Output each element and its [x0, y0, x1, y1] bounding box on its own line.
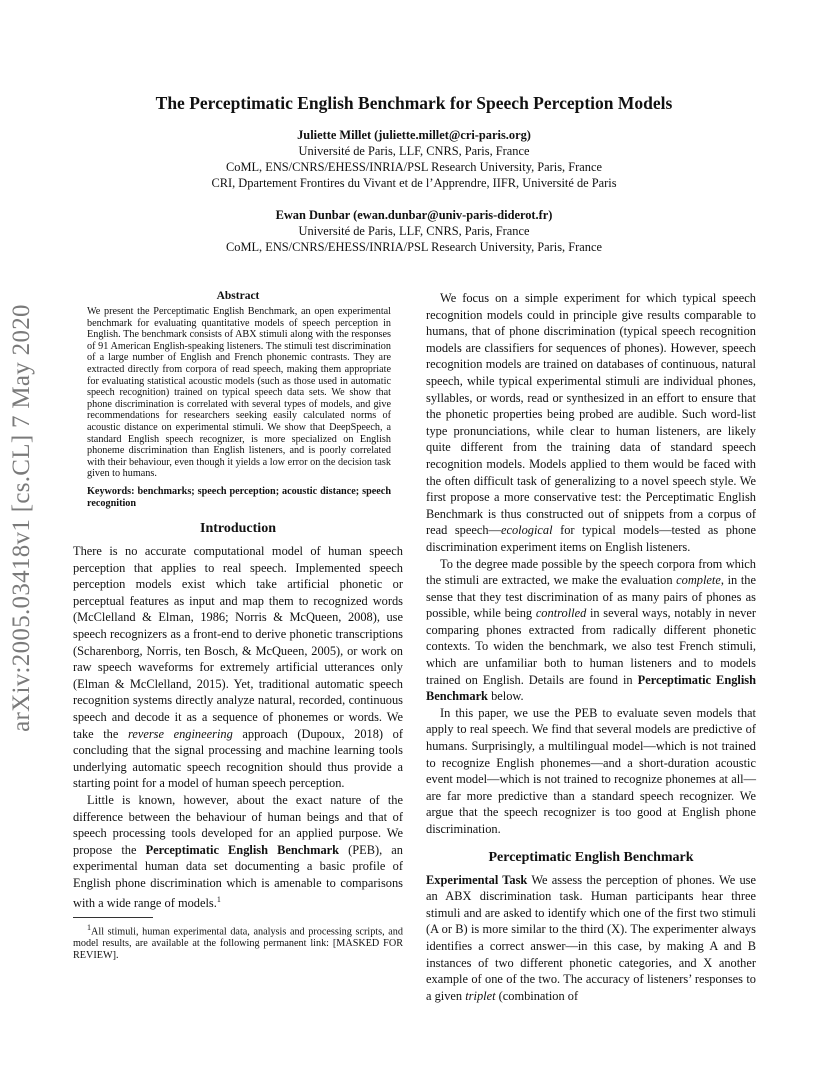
author-affiliation: Université de Paris, LLF, CNRS, Paris, France — [298, 144, 530, 158]
right-paragraph-2 — [426, 556, 756, 705]
right-p2-text-mid: , in the sense that they test discrimination of as many pairs of phones as possible, while being — [426, 573, 756, 621]
author-block-1 — [0, 127, 828, 191]
intro-p2-text: Little is known, however, about the exact nature of the difference between the behaviour of human beings and that of speech processing tools developed for an applied purpose. We propose the — [73, 793, 403, 857]
arxiv-identifier[interactable]: arXiv:2005.03418v1 [cs.CL] 7 May 2020 — [8, 304, 35, 732]
abstract-text: We present the Perceptimatic English Benchmark, an open experimental benchmark for evaluating quantitative models of speech perception in English. The benchmark consists of ABX stimuli along with the responses of 91 American English-speaking listeners. The stimuli test discrimination of a large number of English and French phonemic contrasts. They are extracted directly from corpora of read speech, making them appropriate for evaluating statistical acoustic models (such as those used in automatic speech recognition) trained on typical speech data sets. We show that phone discrimination is correlated with several types of models, and give recommendations for researchers seeking easily calculated norms of acoustic distance on experimental stimuli. We show that DeepSpeech, a standard English speech recognizer, is more specialized on English phoneme discrimination than English listeners, and is poorly correlated with their behaviour, even though it yields a low error on the decision task given to humans. — [87, 306, 391, 480]
abstract-heading: Abstract — [216, 290, 260, 302]
right-p2-text-end: below. — [487, 689, 524, 704]
paper-title: The Perceptimatic English Benchmark for Speech Perception Models — [155, 93, 673, 113]
left-column — [73, 290, 403, 961]
right-p2-emphasis-1: complete — [676, 573, 721, 588]
footnote-text: All stimuli, human experimental data, analysis and processing scripts, and model results, are available at the following permanent link: [MASKED FOR REVIEW]. — [73, 926, 403, 961]
arxiv-identifier-sidebar — [2, 288, 42, 748]
author-name: Ewan Dunbar (ewan.dunbar@univ-paris-diderot.fr) — [275, 208, 553, 222]
footnote-divider — [73, 917, 153, 918]
right-p2-text: To the degree made possible by the speech corpora from which the stimuli are extracted, we make the evaluation — [426, 556, 756, 588]
right-p1-emphasis: ecological — [500, 523, 553, 538]
right-p2-text-mid2: in several ways, notably in never comparing phones extracted from radically different phonetic contexts. To widen the benchmark, we also test French stimuli, which are unfamiliar both to human listeners and to models trained on English. Details are found in — [426, 606, 756, 687]
right-p4-text-end: (combination of — [495, 988, 579, 1003]
footnote — [73, 922, 403, 961]
section-heading-introduction: Introduction — [200, 521, 276, 537]
intro-p2-bold: Perceptimatic English Benchmark — [145, 842, 340, 857]
right-column — [426, 290, 756, 1004]
footnote-mark: 1 — [87, 923, 91, 933]
author-block-2 — [0, 207, 828, 255]
right-p4-emphasis: triplet — [465, 988, 496, 1003]
intro-p1-text: There is no accurate computational model of human speech perception that applies to real speech. Implemented speech perception models exist which take artificial phonetic or perceptual features as input and map them to recognized words (McClelland & Elman, 1986; Norris & McQueen, 2008), use speech recognizers as a front-end to derive phonetic transcriptions (Scharenborg, Norris, ten Bosch, & McQueen, 2005), or work on raw speech waveforms for extremely artificial utterances only (Elman & McClelland, 2015). Yet, traditional automatic speech recognition systems directly analyze natural, recorded, continuous speech and decode it as a sequence of phonemes or words. We take the — [73, 544, 403, 741]
author-affiliation: CoML, ENS/CNRS/EHESS/INRIA/PSL Research University, Paris, France — [226, 160, 602, 174]
right-p4-text: We assess the perception of phones. We use an ABX discrimination task. Human participants hear three stimuli and are asked to identify which one of the first two stimuli (A or B) is more similar to the third (X). The experimenter always identifies a correct answer—in this case, by making A and B instances of two different phonetic categories, and X another example of one of the two. The accuracy of listeners’ responses to a given — [426, 872, 756, 1003]
right-paragraph-4 — [426, 872, 756, 1005]
right-p1-text: We focus on a simple experiment for which typical speech recognition models could in principle give results comparable to humans, that of phone discrimination (typical speech recognition models are classifiers for sequences of phones). However, speech recognition models are trained on databases of continuous, natural speech, while typical experimental stimuli are individual phones, syllables, or words, read or synthesized in an effort to ensure that the phonetic properties being probed are audible. Such word-list type pronunciations, while clear to human listeners, are likely quite different from the training data of standard speech recognition models. Models applied to them would be faced with the often difficult task of generalizing to a novel speech style. We first propose a more conservative test: the Perceptimatic English Benchmark is thus constructed out of snippets from a corpus of read speech— — [426, 291, 756, 538]
author-affiliation: CRI, Dpartement Frontires du Vivant et de l’Apprendre, IIFR, Université de Paris — [211, 176, 617, 190]
intro-paragraph-1 — [73, 543, 403, 792]
author-affiliation: Université de Paris, LLF, CNRS, Paris, France — [298, 224, 530, 238]
right-p2-emphasis-2: controlled — [535, 606, 587, 621]
right-paragraph-3: In this paper, we use the PEB to evaluate seven models that apply to real speech. We find that several models are predictive of humans. Surprisingly, a multilingual model—which is not trained to recognize English phonemes—and a short-duration acoustic event model—which is not trained to recognize phonemes at all—are far more predictive than a standard speech recognizer. We argue that the speech recognizer is too good at English phone discrimination. — [426, 705, 756, 836]
paragraph-heading-experimental-task: Experimental Task — [426, 872, 528, 887]
intro-p1-text-end: approach (Dupoux, 2018) of concluding that the signal processing and machine learning tools underlying automatic speech recognition should thus provide a starting point for a model of human speech perception. — [73, 726, 403, 791]
intro-p1-emphasis: reverse engineering — [127, 726, 233, 741]
right-p2-bold: Perceptimatic English Benchmark — [426, 672, 757, 704]
intro-p2-text-end: (PEB), an experimental human data set documenting a basic profile of English phone discrimination which is amenable to comparisons with a wide range of models. — [73, 842, 404, 910]
author-affiliation: CoML, ENS/CNRS/EHESS/INRIA/PSL Research University, Paris, France — [226, 240, 602, 254]
keywords: Keywords: benchmarks; speech perception; acoustic distance; speech recognition — [87, 485, 391, 509]
author-name: Juliette Millet (juliette.millet@cri-paris.org) — [297, 128, 531, 142]
right-p1-text-end: for typical models—tested as phone discrimination experiment items on English listeners. — [426, 523, 756, 554]
footnote-reference[interactable]: 1 — [216, 894, 221, 904]
right-paragraph-1 — [426, 290, 756, 556]
intro-paragraph-2 — [73, 792, 403, 911]
section-heading-benchmark: Perceptimatic English Benchmark — [488, 849, 694, 865]
